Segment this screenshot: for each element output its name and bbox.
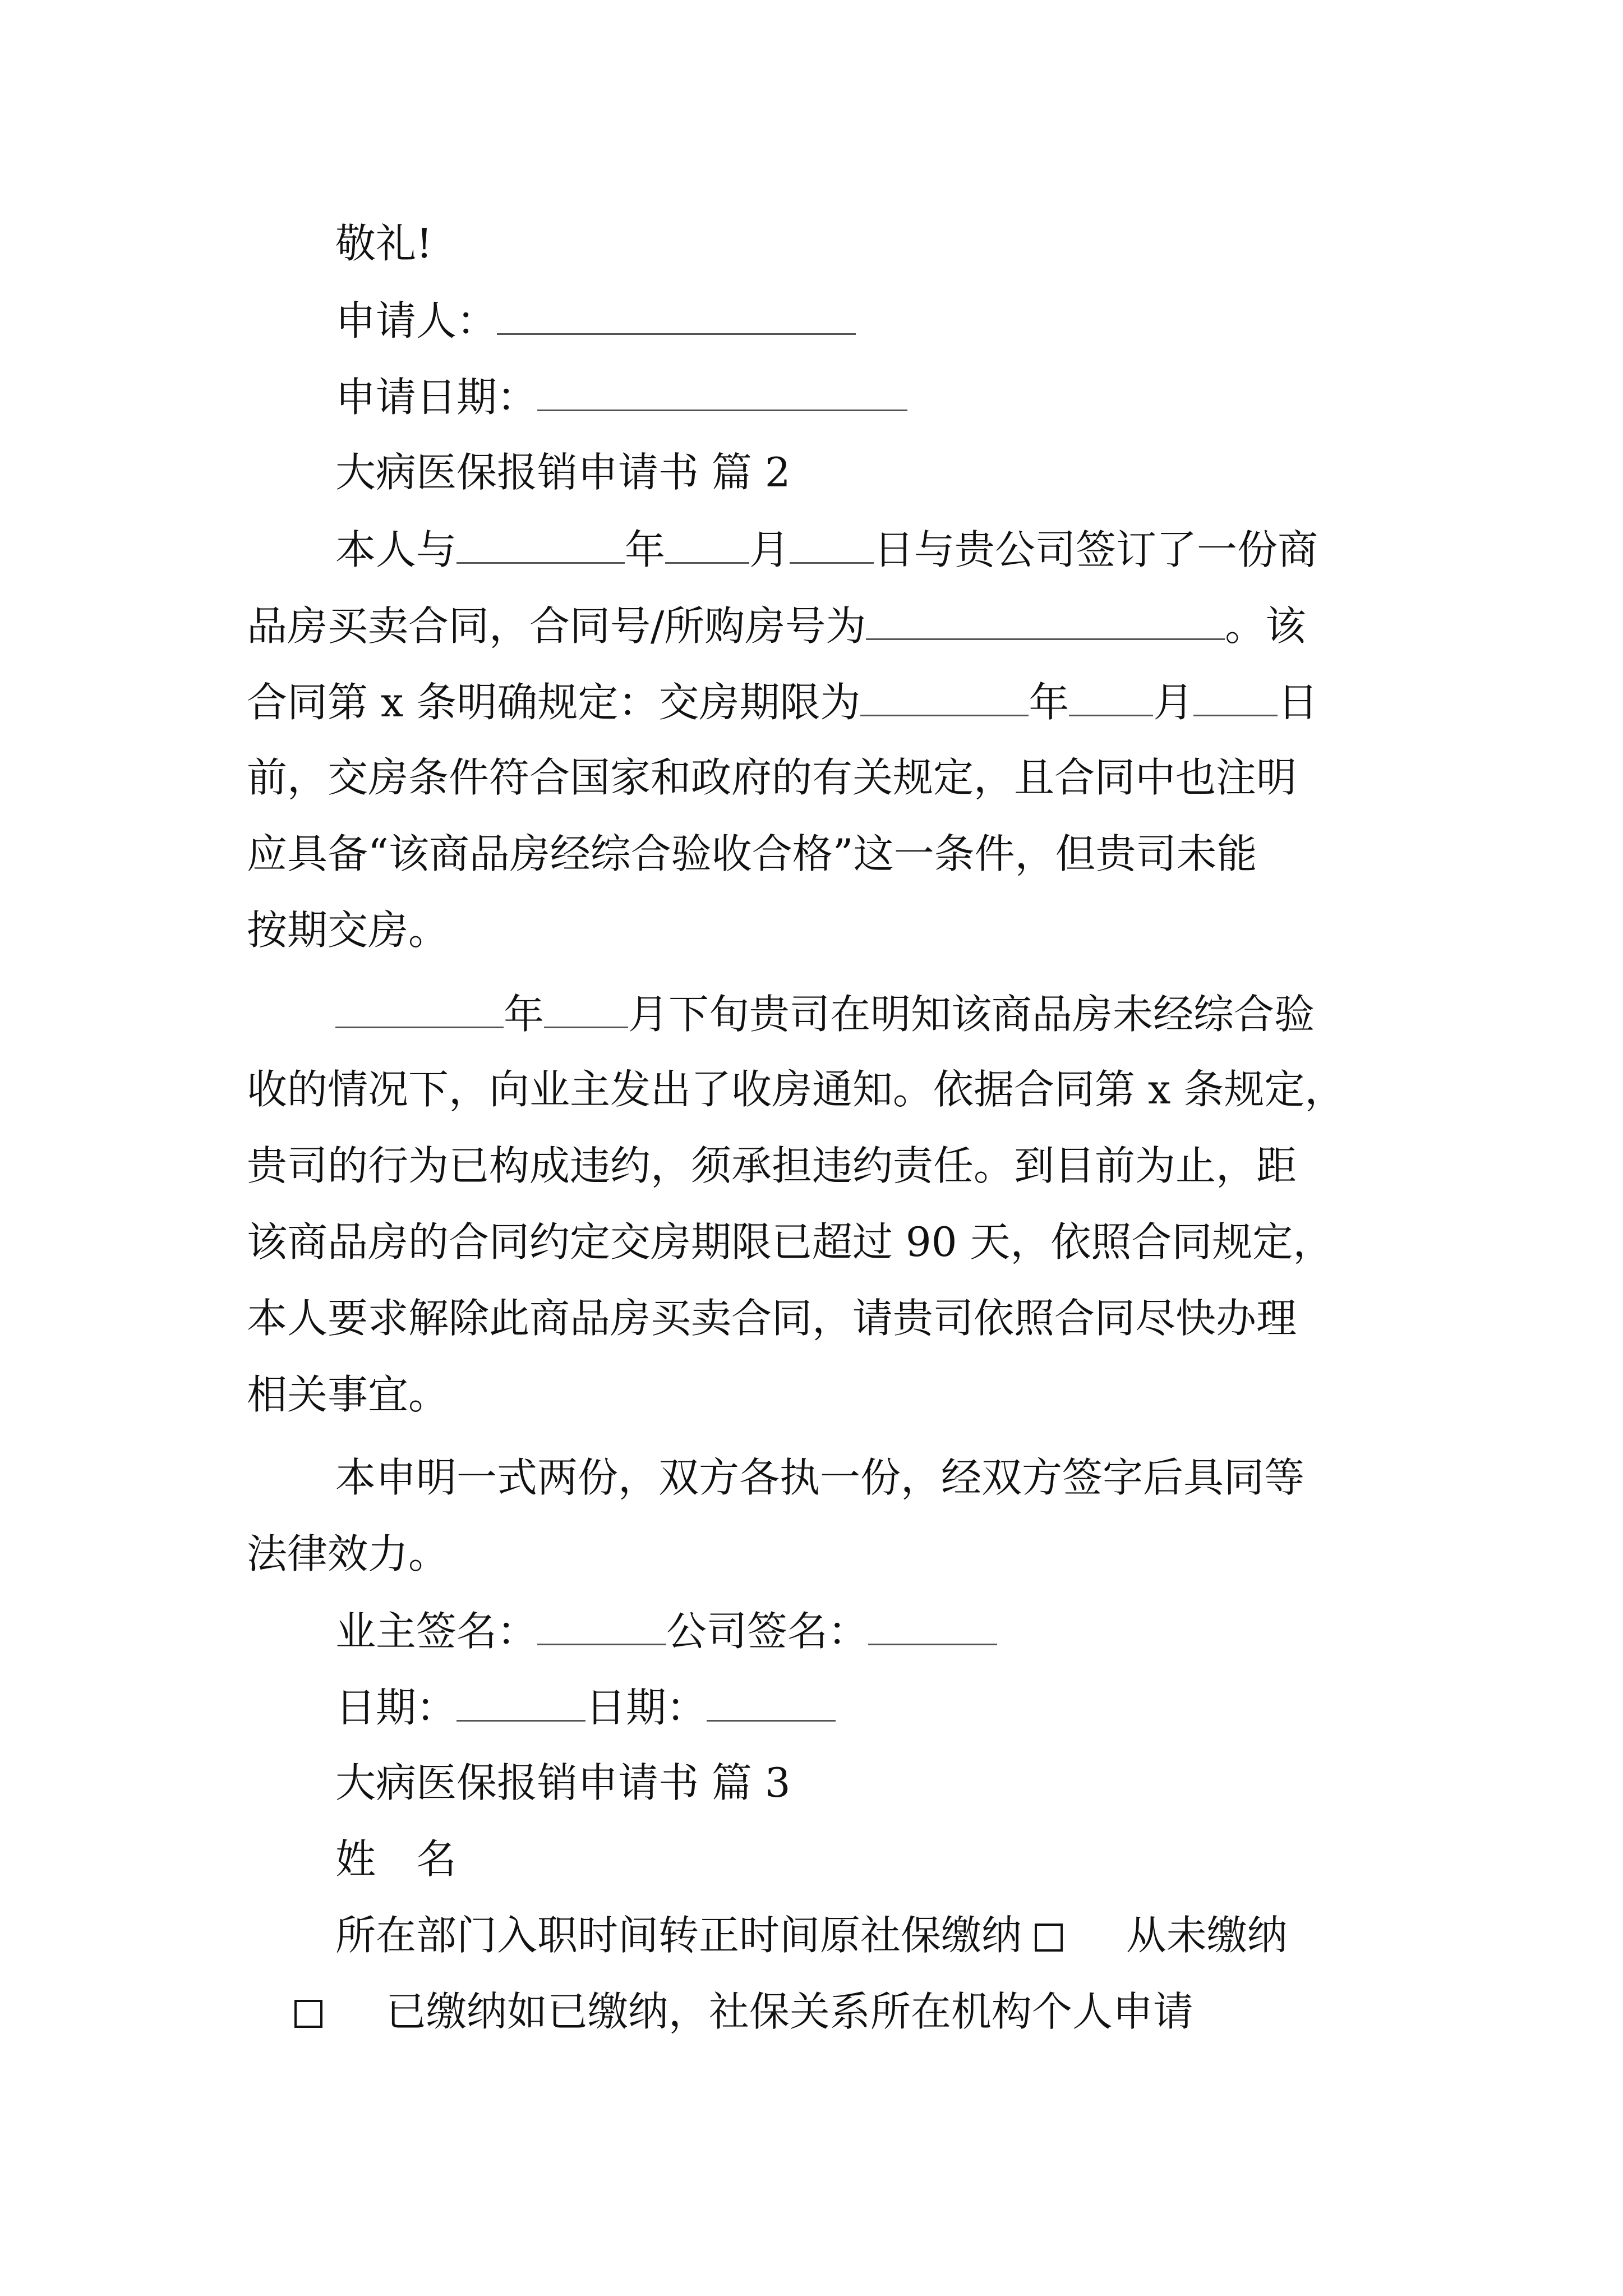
text-segment: 月下旬贵司在明知该商品房未经综合验 xyxy=(628,991,1315,1038)
paragraph-line: 相关事宜。 xyxy=(247,1371,449,1418)
paragraph-line: 前，交房条件符合国家和政府的有关规定，且合同中也注明 xyxy=(247,754,1297,801)
text-segment: 所在部门入职时间转正时间原社保缴纳 xyxy=(335,1912,1022,1959)
signature-line xyxy=(335,1608,1474,1655)
year-blank xyxy=(457,528,625,564)
text-segment: 月 xyxy=(749,526,790,573)
application-date-label: 申请日期： xyxy=(335,374,538,421)
text-segment: 年 xyxy=(625,526,666,573)
text-segment: 年 xyxy=(1029,679,1069,726)
day-blank xyxy=(790,528,874,564)
text-segment: 本人与 xyxy=(335,526,457,573)
applicant-line xyxy=(335,297,1474,344)
owner-signature-blank xyxy=(537,1610,666,1645)
paragraph-line: 按期交房。 xyxy=(247,907,449,954)
paragraph-line xyxy=(335,526,1474,573)
applicant-label: 申请人： xyxy=(335,297,497,344)
company-signature-blank xyxy=(868,1610,997,1645)
closing-salutation: 敬礼! xyxy=(335,220,432,267)
paragraph-line: 本人要求解除此商品房买卖合同，请贵司依照合同尽快办理 xyxy=(247,1295,1297,1342)
date-line xyxy=(335,1684,1474,1731)
form-line xyxy=(294,1988,1433,2035)
text-segment: 。该 xyxy=(1225,602,1306,650)
company-date-blank xyxy=(707,1686,836,1722)
year-blank xyxy=(335,993,504,1028)
text-segment: 已缴纳如已缴纳，社保关系所在机构个人申请 xyxy=(385,1988,1193,2035)
text-segment: 日 xyxy=(1278,679,1318,726)
paragraph-line: 贵司的行为已构成违约，须承担违约责任。到目前为止，距 xyxy=(247,1142,1297,1189)
text-segment: 从未缴纳 xyxy=(1126,1912,1288,1959)
contract-number-blank xyxy=(866,605,1225,640)
month-blank xyxy=(665,528,749,564)
applicant-blank xyxy=(497,300,856,335)
company-signature-label: 公司签名： xyxy=(666,1608,869,1655)
application-date-blank xyxy=(537,376,907,411)
paragraph-line xyxy=(247,679,1385,726)
text-segment: 合同第 x 条明确规定：交房期限为 xyxy=(247,679,861,726)
year-blank xyxy=(860,681,1029,716)
month-blank xyxy=(1069,681,1153,716)
text-segment: 月 xyxy=(1153,679,1194,726)
paragraph-line: 该商品房的合同约定交房期限已超过 90 天，依照合同规定， xyxy=(247,1218,1334,1266)
paragraph-line: 法律效力。 xyxy=(247,1530,449,1577)
day-blank xyxy=(1193,681,1278,716)
name-field-label: 姓 名 xyxy=(335,1835,457,1883)
checkbox-icon[interactable] xyxy=(294,2000,322,2028)
form-line xyxy=(335,1912,1474,1959)
text-segment: 品房买卖合同，合同号/所购房号为 xyxy=(247,602,866,650)
paragraph-line: 本申明一式两份，双方各执一份，经双方签字后具同等 xyxy=(335,1454,1305,1501)
text-segment: 年 xyxy=(504,991,545,1038)
section-heading-3: 大病医保报销申请书 篇 3 xyxy=(335,1759,791,1806)
owner-date-blank xyxy=(457,1686,585,1722)
paragraph-line xyxy=(335,991,1474,1038)
paragraph-line: 应具备“该商品房经综合验收合格”这一条件，但贵司未能 xyxy=(247,830,1257,877)
checkbox-icon[interactable] xyxy=(1035,1924,1063,1952)
owner-signature-label: 业主签名： xyxy=(335,1608,538,1655)
paragraph-line: 收的情况下，向业主发出了收房通知。依据合同第 x 条规定， xyxy=(247,1066,1345,1113)
month-blank xyxy=(544,993,628,1028)
paragraph-line xyxy=(247,602,1385,650)
application-date-line xyxy=(335,374,1474,421)
text-segment: 日与贵公司签订了一份商 xyxy=(874,526,1318,573)
company-date-label: 日期： xyxy=(585,1684,707,1731)
owner-date-label: 日期： xyxy=(335,1684,457,1731)
section-heading-2: 大病医保报销申请书 篇 2 xyxy=(335,449,791,496)
